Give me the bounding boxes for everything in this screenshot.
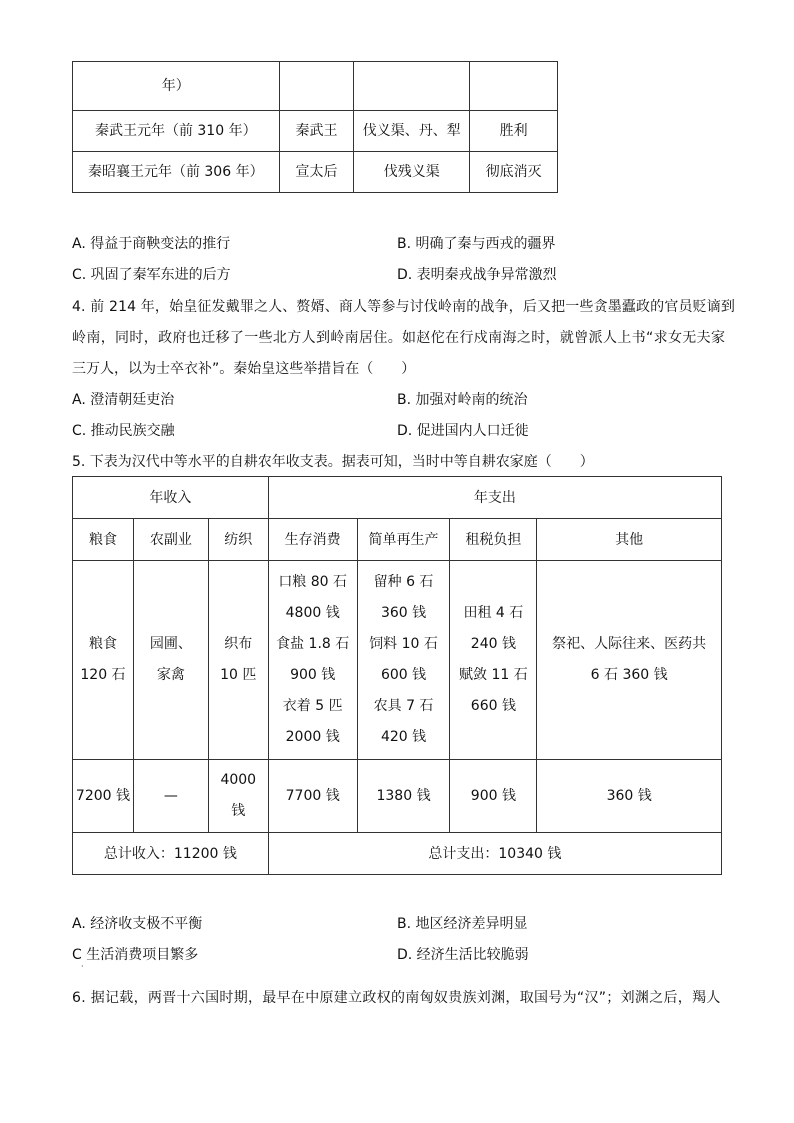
cell-line: 660 钱 [470, 698, 516, 714]
column-header: 粮食 [73, 519, 134, 561]
table-cell [354, 62, 470, 111]
table-cell [470, 62, 558, 111]
q5-option-d: D. 经济生活比较脆弱 [397, 947, 529, 963]
table-cell: 年） [73, 62, 280, 111]
cell-line: 口粮 80 石 [278, 574, 348, 590]
cell-line: 360 钱 [380, 605, 427, 621]
q4-option-c: C. 推动民族交融 [72, 423, 175, 439]
q5-option-c: C 生活消费项目繁多 [72, 947, 199, 963]
table-cell [450, 561, 537, 760]
q4-option-d: D. 促进国内人口迁徙 [397, 423, 529, 439]
table-row [73, 760, 722, 833]
q5-option-b: B. 地区经济差异明显 [397, 916, 528, 932]
table-row [73, 62, 558, 111]
cell-line: 农具 7 石 [373, 698, 434, 714]
table-cell: 7700 钱 [268, 760, 357, 833]
cell-line: 4000 [220, 772, 257, 788]
cell-line: 田租 4 石 [463, 605, 524, 621]
table-cell [357, 561, 450, 760]
cell-line: 600 钱 [380, 667, 427, 683]
expense-header: 年支出 [268, 477, 721, 519]
cell-line: 粮食 [88, 636, 117, 652]
table-cell: 彻底消灭 [470, 152, 558, 193]
q4-option-a: A. 澄清朝廷吏治 [72, 392, 175, 408]
table-row [73, 152, 558, 193]
table-cell: 秦武王 [279, 111, 354, 152]
table-cell [133, 561, 208, 760]
cell-line: 赋敛 11 石 [459, 667, 528, 683]
table-cell: — [133, 760, 208, 833]
table-cell: 360 钱 [537, 760, 722, 833]
table-row [73, 561, 722, 760]
cell-line: 祭祀、人际往来、医药共 [552, 636, 707, 652]
cell-line: 2000 钱 [285, 729, 340, 745]
q5-option-a: A. 经济收支极不平衡 [72, 916, 203, 932]
column-header: 纺织 [208, 519, 268, 561]
income-header: 年收入 [73, 477, 269, 519]
table-row [73, 477, 722, 519]
column-header: 简单再生产 [357, 519, 450, 561]
table-cell [279, 62, 354, 111]
total-income: 总计收入：11200 钱 [73, 833, 269, 875]
table-row [73, 519, 722, 561]
table-row [73, 111, 558, 152]
table-row [73, 833, 722, 875]
column-header: 生存消费 [268, 519, 357, 561]
table-cell: 900 钱 [450, 760, 537, 833]
cell-line: 900 钱 [290, 667, 336, 683]
history-table [72, 61, 558, 193]
cell-line: 衣着 5 匹 [282, 698, 343, 714]
table-cell: 伐义渠、丹、犁 [354, 111, 470, 152]
column-header: 其他 [537, 519, 722, 561]
table-cell: 伐残义渠 [354, 152, 470, 193]
table-cell [208, 760, 268, 833]
q6-stem-line-1: 6. 据记载，两晋十六国时期，最早在中原建立政权的南匈奴贵族刘渊，取国号为“汉”；刘渊之后，羯人 [72, 990, 721, 1006]
q3-option-b: B. 明确了秦与西戎的疆界 [397, 236, 556, 252]
cell-line: 420 钱 [380, 729, 427, 745]
cell-line: 家禽 [156, 667, 185, 683]
cell-line: 饲料 10 石 [369, 636, 438, 652]
table-cell: 秦昭襄王元年（前 306 年） [73, 152, 280, 193]
q3-option-d: D. 表明秦戎战争异常激烈 [397, 267, 557, 283]
table-cell: 宣太后 [279, 152, 354, 193]
income-expense-table [72, 476, 722, 875]
cell-line: 4800 钱 [285, 605, 340, 621]
cell-line: 食盐 1.8 石 [276, 636, 350, 652]
q3-option-a: A. 得益于商鞅变法的推行 [72, 236, 231, 252]
table-cell: 1380 钱 [357, 760, 450, 833]
q3-option-c: C. 巩固了秦军东进的后方 [72, 267, 231, 283]
q4-stem-line-1: 4. 前 214 年，始皇征发戴罪之人、赘婿、商人等参与讨伐岭南的战争，后又把一些贪墨蠹政的官员贬谪到 [72, 299, 736, 315]
q4-stem-line-2: 岭南，同时，政府也迁移了一些北方人到岭南居住。如赵佗在行戍南海之时，就曾派人上书“求女无夫家 [72, 330, 726, 346]
table-cell [537, 561, 722, 760]
table-cell: 秦武王元年（前 310 年） [73, 111, 280, 152]
q4-option-b: B. 加强对岭南的统治 [397, 392, 528, 408]
total-expense: 总计支出：10340 钱 [268, 833, 721, 875]
cell-line: 留种 6 石 [373, 574, 434, 590]
table-cell [73, 561, 134, 760]
cell-line: 10 匹 [220, 667, 257, 683]
table-cell: 胜利 [470, 111, 558, 152]
cell-line: 6 石 360 钱 [590, 667, 668, 683]
table-cell: 7200 钱 [73, 760, 134, 833]
column-header: 租税负担 [450, 519, 537, 561]
cell-line: 园圃、 [149, 636, 192, 652]
cell-line: 120 石 [80, 667, 126, 683]
stray-dot: · [81, 962, 84, 971]
cell-line: 织布 [224, 636, 253, 652]
table-cell [208, 561, 268, 760]
cell-line: 240 钱 [470, 636, 516, 652]
q5-stem: 5. 下表为汉代中等水平的自耕农年收支表。据表可知，当时中等自耕农家庭（ ） [72, 454, 594, 470]
cell-line: 钱 [231, 803, 246, 819]
column-header: 农副业 [133, 519, 208, 561]
q4-stem-line-3: 三万人，以为士卒衣补”。秦始皇这些举措旨在（ ） [72, 361, 416, 377]
table-cell [268, 561, 357, 760]
